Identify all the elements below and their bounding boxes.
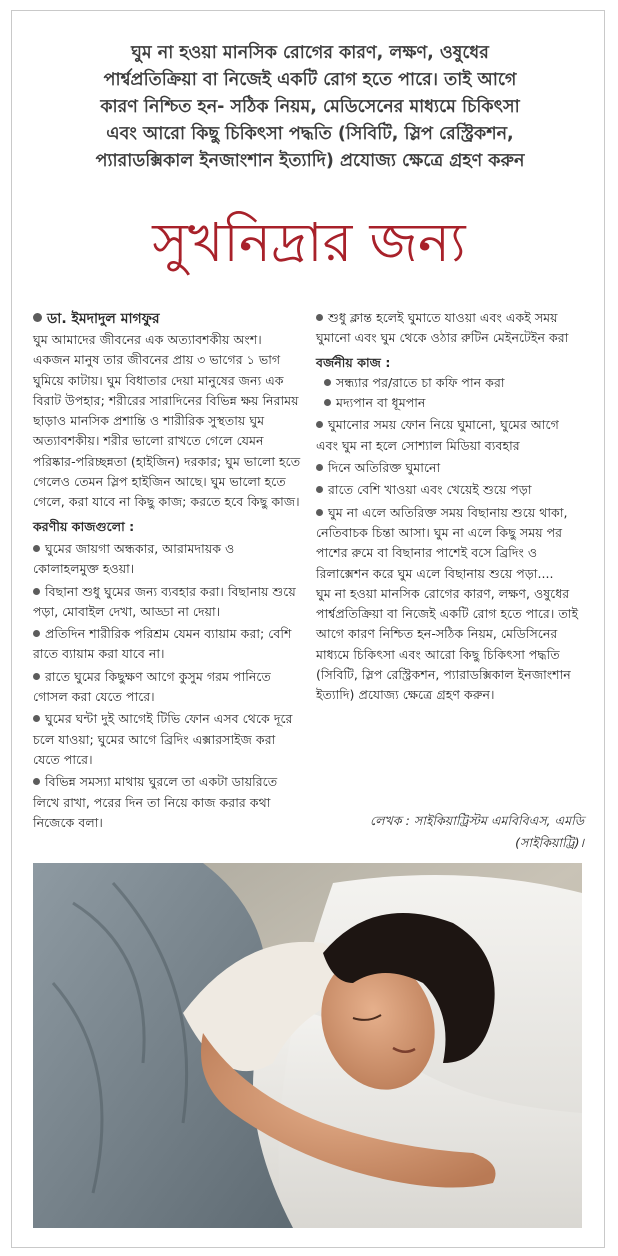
intro-paragraph: ঘুম আমাদের জীবনের এক অত্যাবশকীয় অংশ। একজন মানুষ তার জীবনের প্রায় ৩ ভাগের ১ ভাগ ঘুমিয়ে কাটায়। ঘুম বিধাতার দেয়া মানুষের জন্য এক বিরাট উপহার; শরীরের সারাদিনের বিভিন্ন ক্ষয় নিরাময় ছাড়াও মানসিক প্রশান্তি ও শারীরিক সুস্থতায় ঘুম অত্যাবশকীয়। শরীর ভালো রাখতে গেলে যেমন পরিষ্কার-পরিচ্ছন্নতা (হাইজিন) দরকার; ঘুম ভালো হতে গেলেও তেমন স্লিপ হাইজিন আছে। ঘুম ভালো হতে গেলে, করা যাবে না কিছু কাজ; করতে হবে কিছু কাজ।: [33, 332, 301, 510]
list-item-text: প্রতিদিন শারীরিক পরিশ্রম যেমন ব্যায়াম করা; বেশি রাতে ব্যায়াম করা যাবে না।: [33, 626, 292, 662]
list-item: [33, 667, 301, 708]
bullet-icon: [33, 673, 40, 680]
bullet-icon: [324, 379, 331, 386]
list-item: [316, 415, 584, 456]
bullet-icon: [33, 630, 40, 637]
bullet-icon: [33, 588, 40, 595]
list-item: [316, 373, 584, 393]
sleeping-woman-photo: [33, 863, 582, 1228]
bullet-icon: [316, 421, 323, 428]
list-item: [33, 772, 301, 833]
donts-heading: [316, 353, 584, 373]
deck-line: প্যারাডক্সিকাল ইনজাংশান ইত্যাদি) প্রযোজ্য ক্ষেত্রে গ্রহণ করুন: [95, 151, 525, 171]
list-item-text: শুধু ক্লান্ত হলেই ঘুমাতে যাওয়া এবং একই সময় ঘুমানো এবং ঘুম থেকে ওঠার রুটিন মেইনটেইন করা: [316, 310, 569, 346]
list-item-text: বিছানা শুধু ঘুমের জন্য ব্যবহার করা। বিছানায় শুয়ে পড়া, মোবাইল দেখা, আড্ডা না দেয়া।: [33, 583, 296, 619]
deck-line: পার্শ্বপ্রতিক্রিয়া বা নিজেই একটি রোগ হতে পারে। তাই আগে: [103, 70, 517, 90]
list-item-text: রাতে বেশি খাওয়া এবং খেয়েই শুয়ে পড়া: [328, 482, 532, 498]
list-item: [316, 308, 584, 349]
bullet-icon: [33, 778, 40, 785]
list-item-text: ঘুমের ঘন্টা দুই আগেই টিভি ফোন এসব থেকে দূরে চলে যাওয়া; ঘুমের আগে ব্রিদিং এক্সারসাইজ করা যেতে পারে।: [33, 711, 293, 767]
author-credit: লেখক : সাইকিয়াট্রিস্টম এমবিবিএস, এমডি (সাইকিয়াট্রি)।: [370, 813, 584, 850]
bullet-icon: [33, 313, 42, 322]
deck-line: কারণ নিশ্চিত হন- সঠিক নিয়ম, মেডিসেনের মাধ্যমে চিকিৎসা: [100, 97, 520, 117]
bullet-icon: [316, 509, 323, 516]
deck-line: ঘুম না হওয়া মানসিক রোগের কারণ, লক্ষণ, ওষুধের: [131, 43, 489, 63]
donts-heading-text: বর্জনীয় কাজ :: [316, 354, 391, 370]
article-headline: সুখনিদ্রার জন্য: [152, 211, 466, 274]
bullet-icon: [33, 545, 40, 552]
article-column-left: [33, 308, 301, 833]
list-item-text: দিনে অতিরিক্ত ঘুমানো: [328, 460, 441, 476]
list-item: [33, 539, 301, 580]
closing-paragraph: ঘুম না হওয়া মানসিক রোগের কারণ, লক্ষণ, ওষুধের পার্শ্বপ্রতিক্রিয়া বা নিজেই একটি রোগ হতে পারে। তাই আগে কারণ নিশ্চিত হন-সঠিক নিয়ম, মেডিসিনের মাধ্যমে চিকিৎসা এবং আরো কিছু চিকিৎসা পদ্ধতি (সিবিটি, স্লিপ রেস্ট্রিকশন, প্যারাডক্সিকাল ইনজাংশান ইত্যাদি) প্রযোজ্য ক্ষেত্রে গ্রহণ করুন।: [316, 585, 578, 703]
list-item-text: ঘুম না এলে অতিরিক্ত সময় বিছানায় শুয়ে থাকা, নেতিবাচক চিন্তা আসা। ঘুম না এলে কিছু সময় পর পাশের রুমে বা বিছানার পাশেই বসে ব্রিদিং ও রিলাক্সেশন করে ঘুম এলে বিছানায় শুয়ে পড়া....: [316, 504, 568, 581]
bullet-icon: [316, 464, 323, 471]
list-item-text: সন্ধ্যার পর/রাতে চা কফি পান করা: [336, 374, 505, 390]
list-item-text: ঘুমানোর সময় ফোন নিয়ে ঘুমানো, ঘুমের আগে এবং ঘুম না হলে সোশ্যাল মিডিয়া ব্যবহার: [316, 417, 559, 453]
byline-text: ডা. ইমদাদুল মাগফুর: [47, 311, 160, 327]
dos-heading: করণীয় কাজগুলো :: [33, 518, 135, 534]
list-item-text: ঘুমের জায়গা অন্ধকার, আরামদায়ক ও কোলাহলমুক্ত হওয়া।: [33, 540, 235, 577]
deck-line: এবং আরো কিছু চিকিৎসা পদ্ধতি (সিবিটি, স্লিপ রেস্ট্রিকশন,: [106, 124, 514, 144]
list-item-text: বিভিন্ন সমস্যা মাথায় ঘুরলে তা একটা ডায়রিতে লিখে রাখা, পরের দিন তা নিয়ে কাজ করার কথা নিজেকে বলা।: [33, 774, 278, 830]
list-item: [33, 582, 301, 623]
bullet-icon: [33, 715, 40, 722]
author-byline: [33, 308, 301, 330]
list-item-text: মদ্যপান বা ধূমপান: [336, 395, 426, 411]
article-deck: [30, 40, 590, 175]
list-item: [316, 393, 584, 413]
list-item-text: রাতে ঘুমের কিছুক্ষণ আগে কুসুম গরম পানিতে গোসল করা যেতে পারে।: [33, 668, 271, 705]
photo-illustration: [33, 863, 582, 1228]
list-item: [316, 480, 584, 500]
bullet-icon: [316, 314, 323, 321]
list-item: [316, 458, 584, 478]
list-item: [33, 624, 301, 665]
bullet-icon: [316, 486, 323, 493]
article-column-right: [316, 308, 584, 706]
bullet-icon: [324, 399, 331, 406]
list-item: [33, 709, 301, 770]
list-item: [316, 503, 584, 584]
